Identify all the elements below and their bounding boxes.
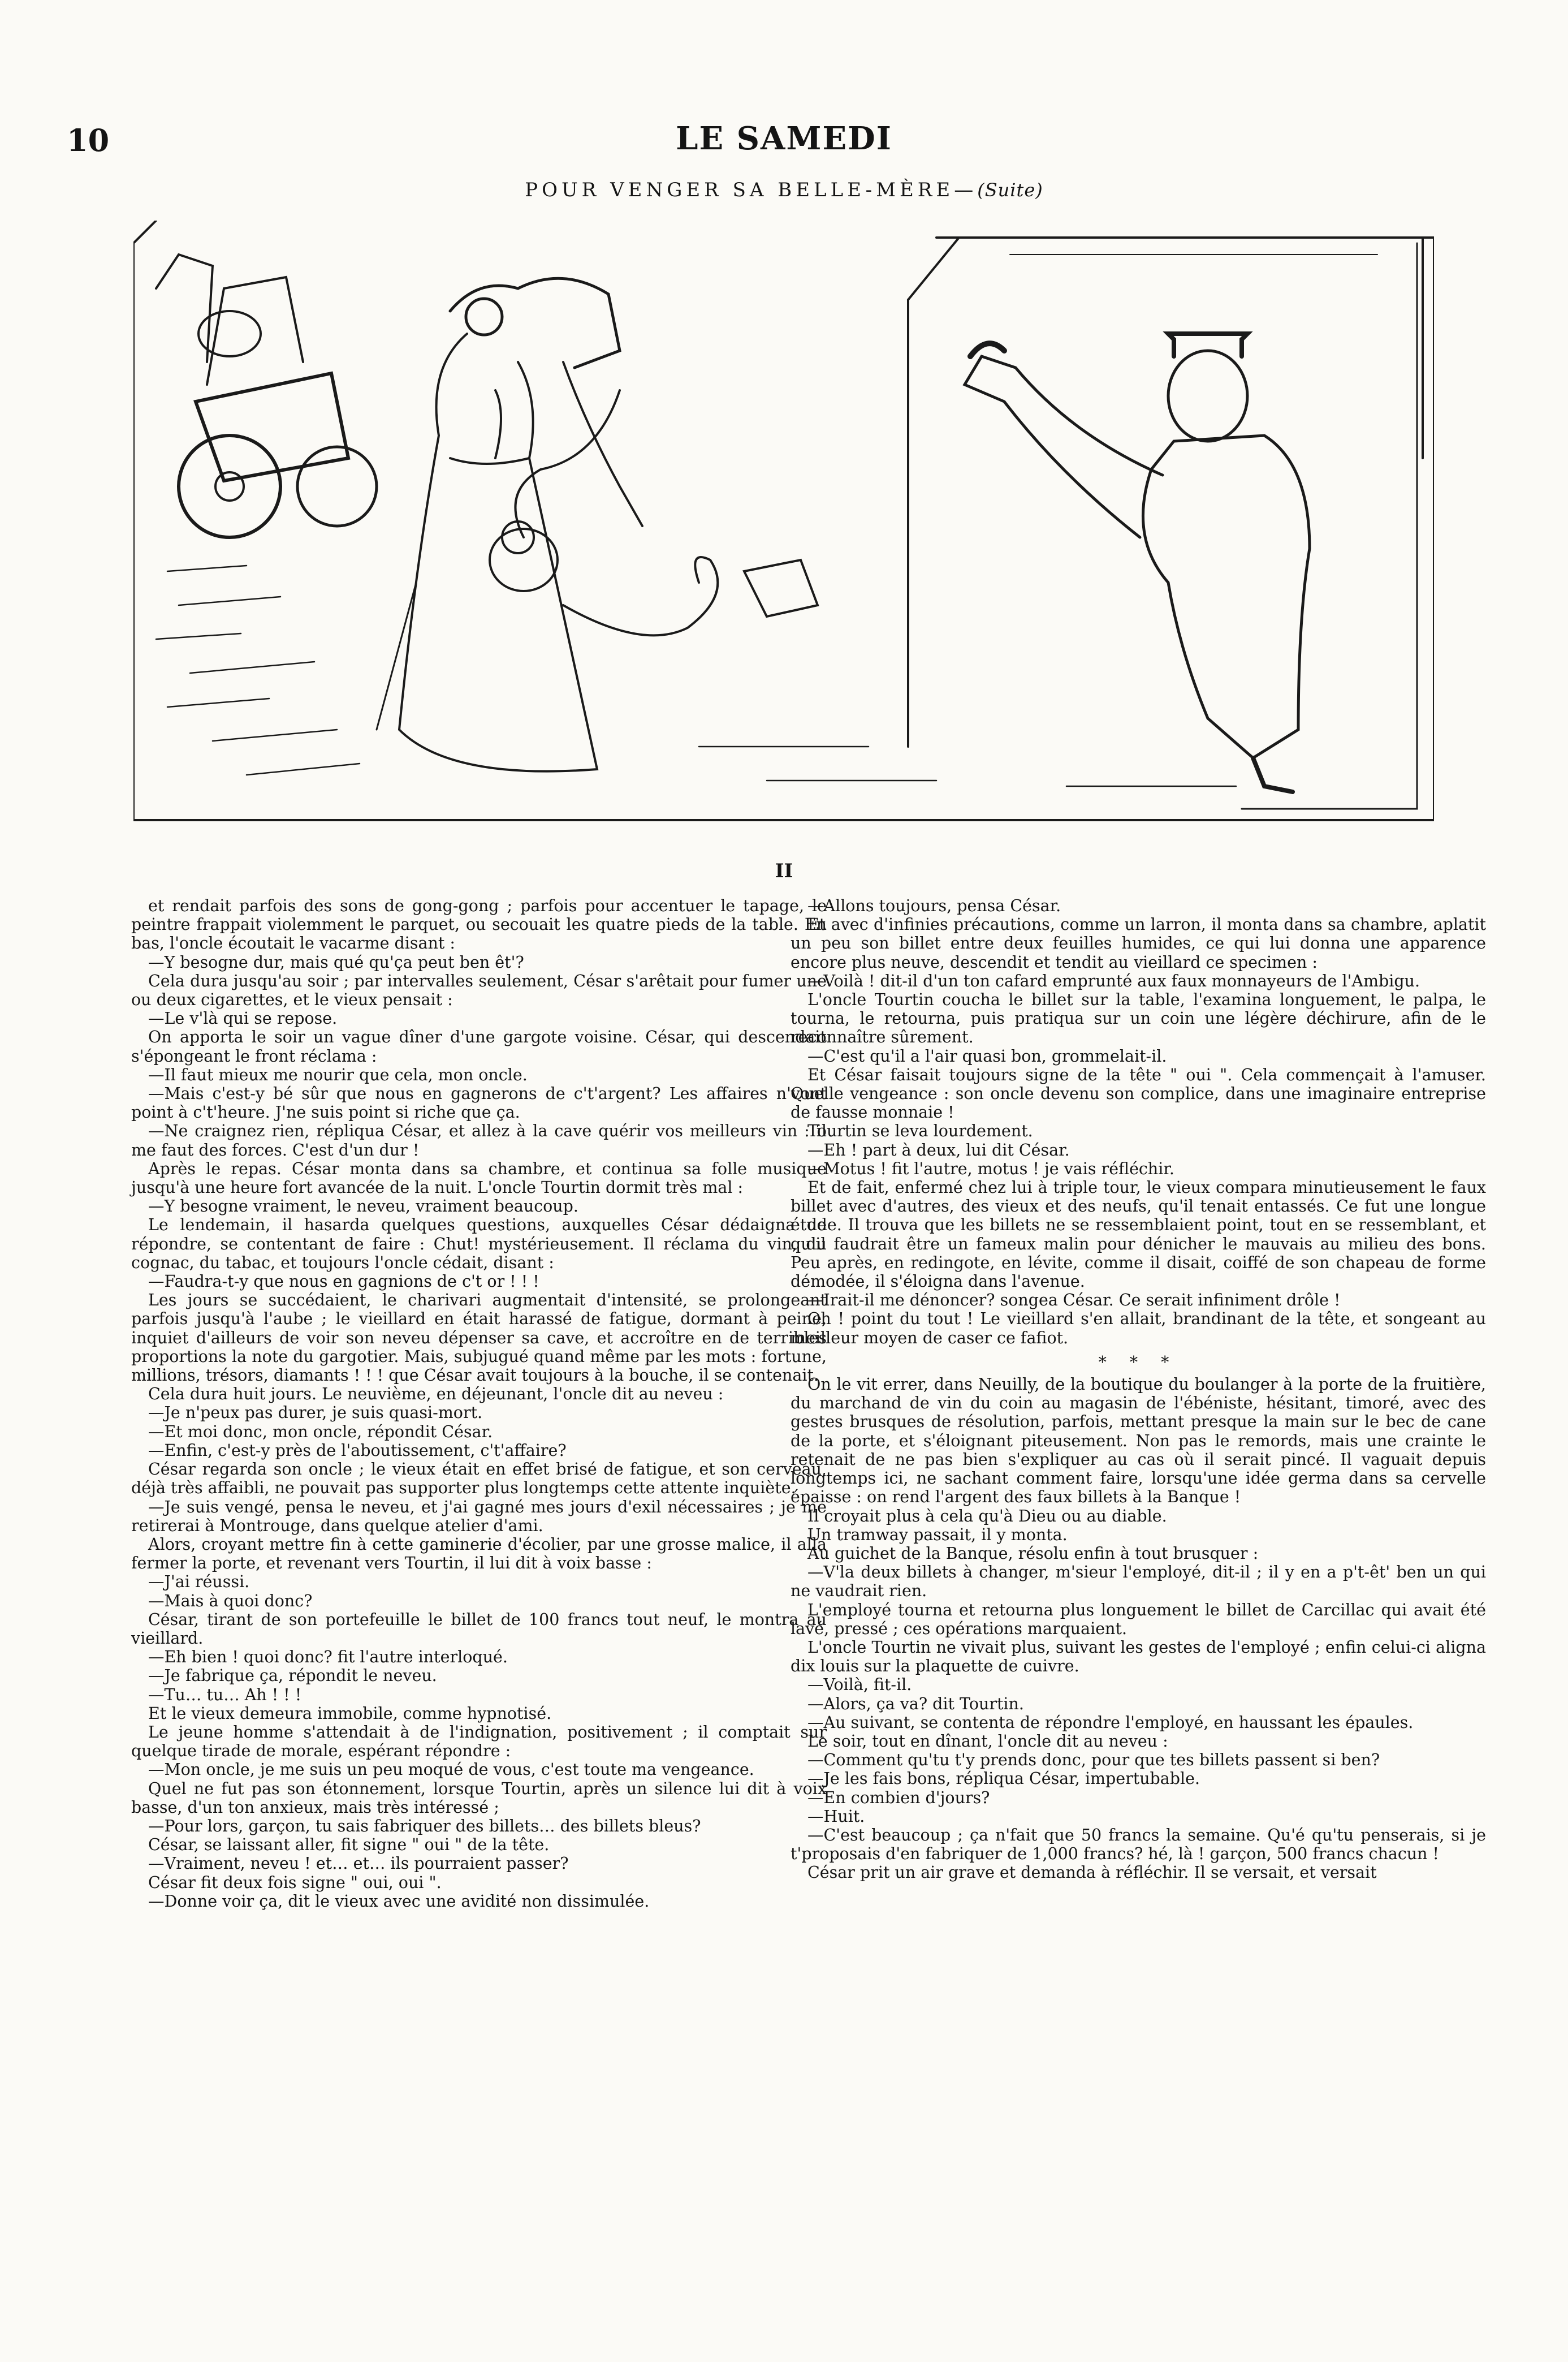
paragraph: César fit deux fois signe " oui, oui ". xyxy=(148,1873,442,1892)
illustration xyxy=(133,221,1434,826)
paragraph: Le lendemain, il hasarda quelques questions, auxquelles César dédaigna de répondre, se contentant de faire : Chut! mystérieusement. Il réclama du vin, du cognac, du tabac, et toujours l'oncle cédait, disant : xyxy=(131,1216,827,1272)
paragraph: —Motus ! fit l'autre, motus ! je vais réfléchir. xyxy=(807,1159,1174,1178)
illustration-kicking-man xyxy=(965,334,1310,792)
paragraph: César, se laissant aller, fit signe " oui " de la tête. xyxy=(148,1835,550,1855)
paragraph: —Ne craignez rien, répliqua César, et allez à la cave quérir vos meilleurs vin : il me faut des forces. C'est d'un dur ! xyxy=(131,1122,827,1160)
story-title-text: POUR VENGER SA BELLE-MÈRE— xyxy=(525,179,978,201)
paragraph: —Pour lors, garçon, tu sais fabriquer des billets… des billets bleus? xyxy=(148,1816,701,1835)
section-separator: * * * xyxy=(1098,1352,1178,1372)
section-number: II xyxy=(775,860,793,882)
paragraph: et rendait parfois des sons de gong-gong ; parfois pour accentuer le tapage, le peintre frappait violemment le parquet, ou secouait les quatre pieds de la table. En bas, l'oncle écoutait le vacarme disant : xyxy=(131,896,827,953)
paragraph: —Donne voir ça, dit le vieux avec une avidité non dissimulée. xyxy=(148,1891,650,1911)
paragraph: Les jours se succédaient, le charivari augmentait d'intensité, se prolongeant parfois jusqu'à l'aube ; le vieillard en était harassé de fatigue, dormant à peine, inquiet d'ailleurs de voir son neveu dépenser sa cave, et accroître en de terribles proportions la note du gargotier. Mais, subjugué quand même par les mots : fortune, millions, trésors, diamants ! ! ! que César avait toujours à la bouche, il se contenait. xyxy=(131,1291,827,1385)
story-suite: (Suite) xyxy=(977,179,1043,201)
paragraph: Tourtin se leva lourdement. xyxy=(807,1122,1033,1141)
paragraph: César regarda son oncle ; le vieux était en effet brisé de fatigue, et son cerveau, déjà très affaibli, ne pouvait pas supporter plus longtemps cette attente inquiète. xyxy=(131,1460,827,1498)
illustration-motor-car xyxy=(156,255,377,537)
paragraph: Le jeune homme s'attendait à de l'indignation, positivement ; il comptait sur quelque tirade de morale, espérant répondre : xyxy=(131,1722,827,1761)
paragraph: Et de fait, enfermé chez lui à triple tour, le vieux compara minutieusement le faux billet avec d'autres, des vieux et des neufs, qu'il tenait entassés. Ce fut une longue étude. Il trouva que les billets ne se ressemblaient point, tout en se ressemblant, et qu'il faudrait être un fameux malin pour dénicher le mauvais au milieu des bons. Peu après, en redingote, en lévite, comme il disait, coiffé de son chapeau de forme démodée, il s'éloigna dans l'avenue. xyxy=(791,1178,1486,1291)
paragraph: Le soir, tout en dînant, l'oncle dit au neveu : xyxy=(807,1731,1168,1751)
paragraph: —C'est qu'il a l'air quasi bon, grommelait-il. xyxy=(807,1046,1167,1066)
paragraph: Alors, croyant mettre fin à cette gaminerie d'écolier, par une grosse malice, il alla fermer la porte, et revenant vers Tourtin, il lui dit à voix basse : xyxy=(131,1535,827,1573)
paragraph: L'oncle Tourtin coucha le billet sur la table, l'examina longuement, le palpa, le tourna, le retourna, puis pratiqua sur un coin une légère déchirure, afin de le reconnaître sûrement. xyxy=(791,990,1486,1047)
paragraph: On le vit errer, dans Neuilly, de la boutique du boulanger à la porte de la fruitière, du marchand de vin du coin au magasin de l'ébéniste, hésitant, timoré, avec des gestes brusques de résolution, parfois, mettant presque la main sur le bec de cane de la porte, et s'éloignant piteusement. Non pas le remords, mais une crainte le retenait de ne pas bien s'expliquer au cas où il serait pincé. Il vaguait depuis longtemps ici, ne sachant comment faire, lorsqu'une idée germa dans sa cervelle épaisse : on rend l'argent des faux billets à la Banque ! xyxy=(791,1375,1486,1507)
paragraph: Un tramway passait, il y monta. xyxy=(807,1525,1068,1544)
text-column-left xyxy=(131,896,827,1911)
paragraph: —Allons toujours, pensa César. xyxy=(807,896,1061,915)
paragraph: Cela dura jusqu'au soir ; par intervalles seulement, César s'arêtait pour fumer une ou deux cigarettes, et le vieux pensait : xyxy=(131,971,827,1010)
paragraph: —J'ai réussi. xyxy=(148,1572,250,1592)
paragraph: Et le vieux demeura immobile, comme hypnotisé. xyxy=(148,1704,552,1723)
paragraph: On apporta le soir un vague dîner d'une gargote voisine. César, qui descendait s'épongeant le front réclama : xyxy=(131,1028,827,1066)
paragraph: —Voilà ! dit-il d'un ton cafard emprunté aux faux monnayeurs de l'Ambigu. xyxy=(807,971,1420,990)
paragraph: Et avec d'infinies précautions, comme un larron, il monta dans sa chambre, aplatit un peu son billet entre deux feuilles humides, ce qui lui donna une apparence encore plus neuve, descendit et tendit au vieillard ce specimen : xyxy=(791,915,1486,972)
paragraph: —Tu… tu… Ah ! ! ! xyxy=(148,1685,302,1704)
paragraph: Au guichet de la Banque, résolu enfin à tout brusquer : xyxy=(807,1544,1259,1563)
paragraph: —Vraiment, neveu ! et… et… ils pourraient passer? xyxy=(148,1854,569,1873)
illustration-street xyxy=(156,566,1236,786)
paragraph: César prit un air grave et demanda à réfléchir. Il se versait, et versait xyxy=(807,1863,1377,1882)
paragraph: —Mais à quoi donc? xyxy=(148,1591,313,1610)
paragraph: —Comment qu'tu t'y prends donc, pour que tes billets passent si ben? xyxy=(807,1751,1380,1770)
paragraph: Oh ! point du tout ! Le vieillard s'en allait, brandinant de la tête, et songeant au meilleur moyen de caser ce fafiot. xyxy=(791,1309,1486,1347)
paragraph: —Mon oncle, je me suis un peu moqué de vous, c'est toute ma vengeance. xyxy=(148,1760,754,1779)
paragraph: —V'la deux billets à changer, m'sieur l'employé, dit-il ; il y en a p't-êt' ben un qui ne vaudrait rien. xyxy=(791,1563,1486,1601)
paragraph: —Alors, ça va? dit Tourtin. xyxy=(807,1694,1024,1713)
paragraph: —Et moi donc, mon oncle, répondit César. xyxy=(148,1422,493,1441)
paragraph: —Au suivant, se contenta de répondre l'employé, en haussant les épaules. xyxy=(807,1713,1414,1732)
paragraph: L'employé tourna et retourna plus longuement le billet de Carcillac qui avait été lavé, pressé ; ces opérations marquaient. xyxy=(791,1600,1486,1638)
paragraph: —Le v'là qui se repose. xyxy=(148,1009,338,1028)
paragraph: —En combien d'jours? xyxy=(807,1788,990,1807)
story-title xyxy=(0,179,1568,201)
paragraph: —Je suis vengé, pensa le neveu, et j'ai gagné mes jours d'exil nécessaires ; je me retirerai à Montrouge, dans quelque atelier d'ami. xyxy=(131,1497,827,1535)
paragraph: —Je les fais bons, répliqua César, impertubable. xyxy=(807,1769,1200,1788)
paragraph: Il croyait plus à cela qu'à Dieu ou au diable. xyxy=(807,1506,1167,1525)
paragraph: —Voilà, fit-il. xyxy=(807,1675,912,1695)
text-column-right xyxy=(791,896,1486,1882)
paragraph: —Huit. xyxy=(807,1807,865,1826)
paragraph: Et César faisait toujours signe de la tête " oui ". Cela commençait à l'amuser. Quelle vengeance : son oncle devenu son complice, dans une imaginaire entreprise de fausse monnaie ! xyxy=(791,1065,1486,1122)
paragraph: —Y besogne vraiment, le neveu, vraiment beaucoup. xyxy=(148,1197,578,1216)
paragraph: —C'est beaucoup ; ça n'fait que 50 francs la semaine. Qu'é qu'tu penserais, si je t'proposais d'en fabriquer de 1,000 francs? hé, là ! garçon, 500 francs chacun ! xyxy=(791,1825,1486,1864)
paragraph: César, tirant de son portefeuille le billet de 100 francs tout neuf, le montra au vieillard. xyxy=(131,1610,827,1648)
paragraph: Cela dura huit jours. Le neuvième, en déjeunant, l'oncle dit au neveu : xyxy=(148,1385,724,1404)
paragraph: —Il faut mieux me nourir que cela, mon oncle. xyxy=(148,1065,528,1084)
page-number: 10 xyxy=(67,122,110,158)
paragraph: —Eh bien ! quoi donc? fit l'autre interloqué. xyxy=(148,1648,508,1667)
journal-title: LE SAMEDI xyxy=(676,120,892,157)
paragraph: —Faudra-t-y que nous en gagnions de c't or ! ! ! xyxy=(148,1272,539,1291)
paragraph: —Irait-il me dénoncer? songea César. Ce serait infiniment drôle ! xyxy=(807,1291,1341,1310)
paragraph: —Je n'peux pas durer, je suis quasi-mort. xyxy=(148,1403,483,1423)
paragraph: —Eh ! part à deux, lui dit César. xyxy=(807,1140,1070,1160)
paragraph: —Je fabrique ça, répondit le neveu. xyxy=(148,1666,437,1686)
paragraph: —Y besogne dur, mais qué qu'ça peut ben êt'? xyxy=(148,952,524,972)
paragraph: L'oncle Tourtin ne vivait plus, suivant les gestes de l'employé ; enfin celui-ci aligna dix louis sur la plaquette de cuivre. xyxy=(791,1637,1486,1676)
paragraph: —Mais c'est-y bé sûr que nous en gagnerons de c't'argent? Les affaires n'vont point à c't'heure. J'ne suis point si riche que ça. xyxy=(131,1084,827,1122)
illustration-leash-dog xyxy=(490,390,818,635)
paragraph: —Enfin, c'est-y près de l'aboutissement, c't'affaire? xyxy=(148,1441,567,1460)
paragraph: Après le repas. César monta dans sa chambre, et continua sa folle musique jusqu'à une heure fort avancée de la nuit. L'oncle Tourtin dormit très mal : xyxy=(131,1159,827,1197)
illustration-wall xyxy=(908,238,1423,747)
paragraph: Quel ne fut pas son étonnement, lorsque Tourtin, après un silence lui dit à voix basse, d'un ton anxieux, mais très intéressé ; xyxy=(131,1779,827,1817)
